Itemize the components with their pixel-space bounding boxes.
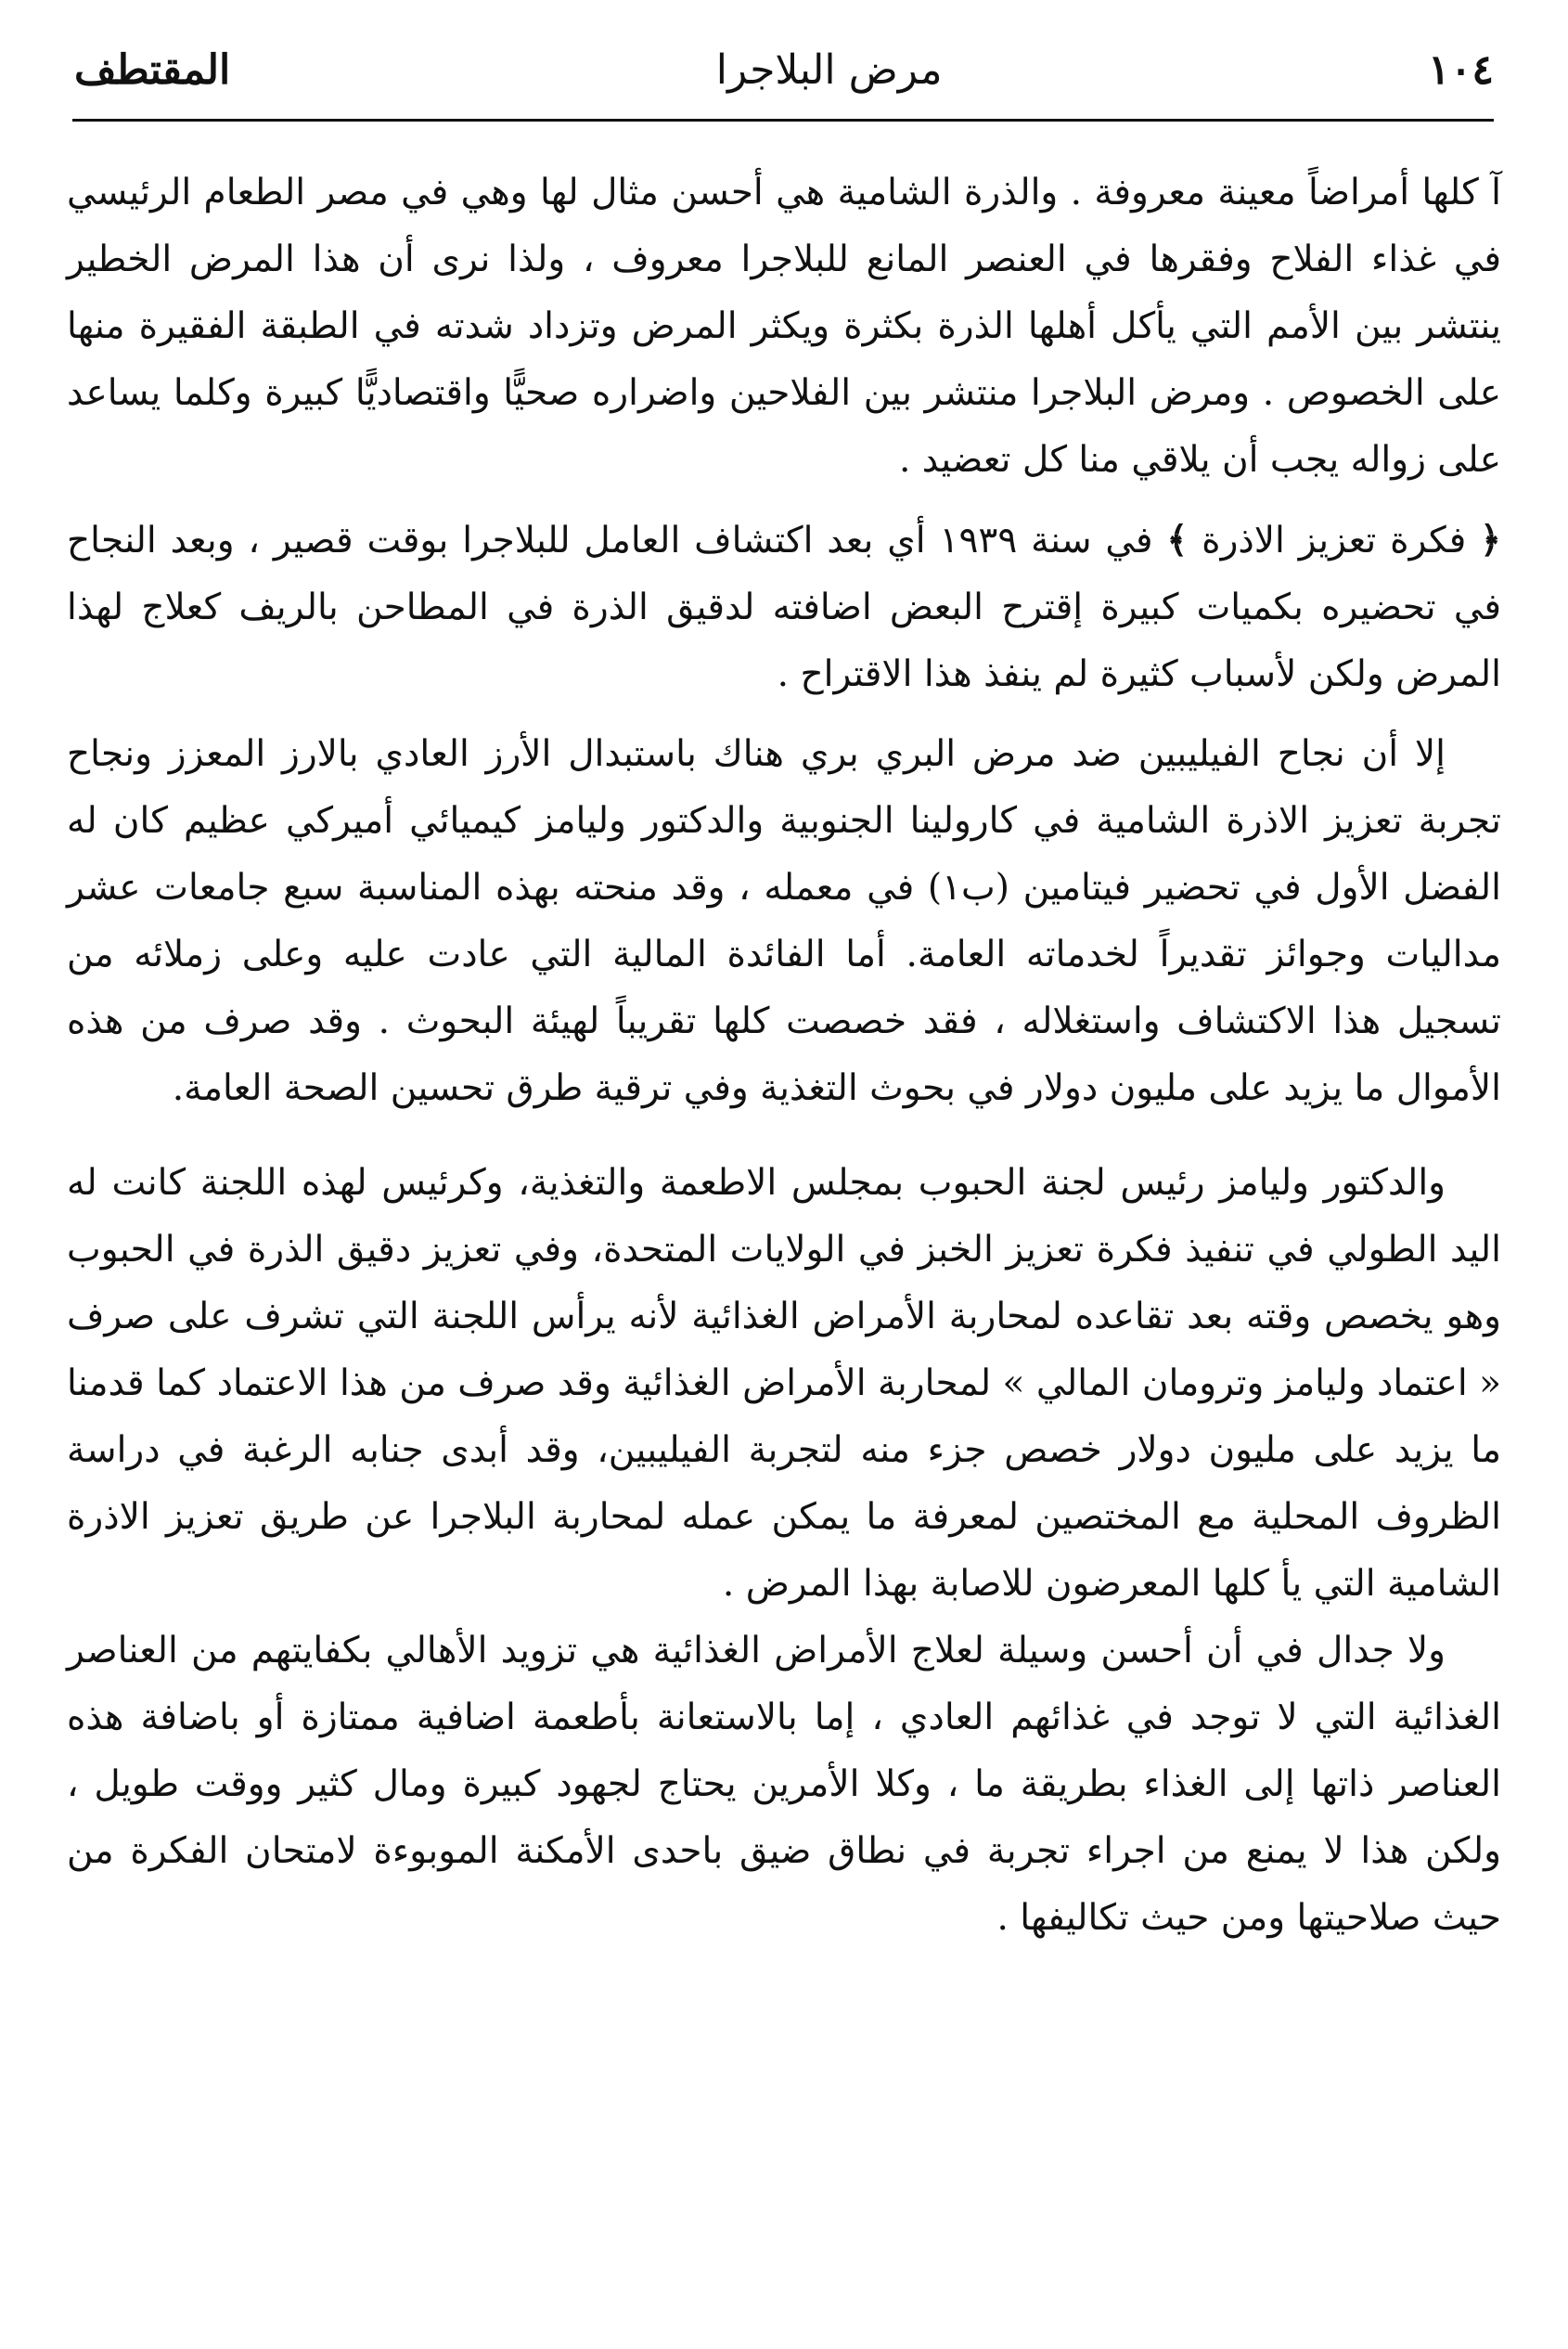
- section-bracket-close: ﴾: [1166, 519, 1189, 561]
- running-title: مرض البلاجرا: [715, 45, 943, 94]
- section-heading: فكرة تعزيز الاذرة: [1202, 520, 1467, 561]
- paragraph-3: إلا أن نجاح الفيليبين ضد مرض البري بري هناك باستبدال الأرز العادي بالارز المعزز ونجاح تجربة تعزيز الاذرة الشامية في كارولينا الجنوبية والدكتور وليامز كيميائي أميركي عظيم كان له الفضل الأول في تحضير فيتامين (ب١) في معمله ، وقد منحته بهذه المناسبة سبع جامعات عشر مداليات وجوائز تقديراً لخدماته العامة. أما الفائدة المالية التي عادت عليه وعلى زملائه من تسجيل هذا الاكتشاف واستغلاله ، فقد خصصت كلها تقريباً لهيئة البحوث . وقد صرف من هذه الأموال ما يزيد على مليون دولار في بحوث التغذية وفي ترقية طرق تحسين الصحة العامة.: [67, 733, 1501, 1109]
- section-bracket-open: ﴿: [1480, 519, 1502, 561]
- paragraph-1: آ كلها أمراضاً معينة معروفة . والذرة الشامية هي أحسن مثال لها وهي في مصر الطعام الرئيسي في غذاء الفلاح وفقرها في العنصر المانع للبلاجرا معروف ، ولذا نرى أن هذا المرض الخطير ينتشر بين الأمم التي يأكل أهلها الذرة بكثرة ويكثر المرض وتزداد شدته في الطبقة الفقيرة منها على الخصوص . ومرض البلاجرا منتشر بين الفلاحين واضراره صحيًّا واقتصاديًّا كبيرة وكلما يساعد على زواله يجب أن يلاقي منا كل تعضيد .: [67, 172, 1501, 481]
- paragraph-2: [67, 507, 1501, 708]
- page-header: [74, 37, 1494, 102]
- header-rule: [72, 119, 1494, 122]
- paragraph-4: والدكتور وليامز رئيس لجنة الحبوب بمجلس الاطعمة والتغذية، وكرئيس لهذه اللجنة كانت له اليد الطولي في تنفيذ فكرة تعزيز الخبز في الولايات المتحدة، وفي تعزيز دقيق الذرة في الحبوب وهو يخصص وقته بعد تقاعده لمحاربة الأمراض الغذائية لأنه يرأس اللجنة التي تشرف على صرف « اعتماد وليامز وترومان المالي » لمحاربة الأمراض الغذائية وقد صرف من هذا الاعتماد كما قدمنا ما يزيد على مليون دولار خصص جزء منه لتجربة الفيليبين، وقد أبدى جنابه الرغبة في دراسة الظروف المحلية مع المختصين لمعرفة ما يمكن عمله لمحاربة البلاجرا عن طريق تعزيز الاذرة الشامية التي يأ كلها المعرضون للاصابة بهذا المرض .: [67, 1162, 1501, 1605]
- page-number: ١٠٤: [1428, 45, 1494, 94]
- journal-name: المقتطف: [74, 45, 231, 94]
- paragraph-5: ولا جدال في أن أحسن وسيلة لعلاج الأمراض الغذائية هي تزويد الأهالي بكفايتهم من العناصر الغذائية التي لا توجد في غذائهم العادي ، إما بالاستعانة بأطعمة اضافية ممتازة أو باضافة هذه العناصر ذاتها إلى الغذاء بطريقة ما ، وكلا الأمرين يحتاج لجهود كبيرة ومال كثير ووقت طويل ، ولكن هذا لا يمنع من اجراء تجربة في نطاق ضيق باحدى الأمكنة الموبوءة لامتحان الفكرة من حيث صلاحيتها ومن حيث تكاليفها .: [67, 1630, 1501, 1939]
- paragraph-2-text: في سنة ١٩٣٩ أي بعد اكتشاف العامل للبلاجرا بوقت قصير ، وبعد النجاح في تحضيره بكميات كبيرة إقترح البعض اضافته لدقيق الذرة في المطاحن بالريف كعلاج لهذا المرض ولكن لأسباب كثيرة لم ينفذ هذا الاقتراح .: [67, 520, 1501, 695]
- article-body: [67, 160, 1501, 1952]
